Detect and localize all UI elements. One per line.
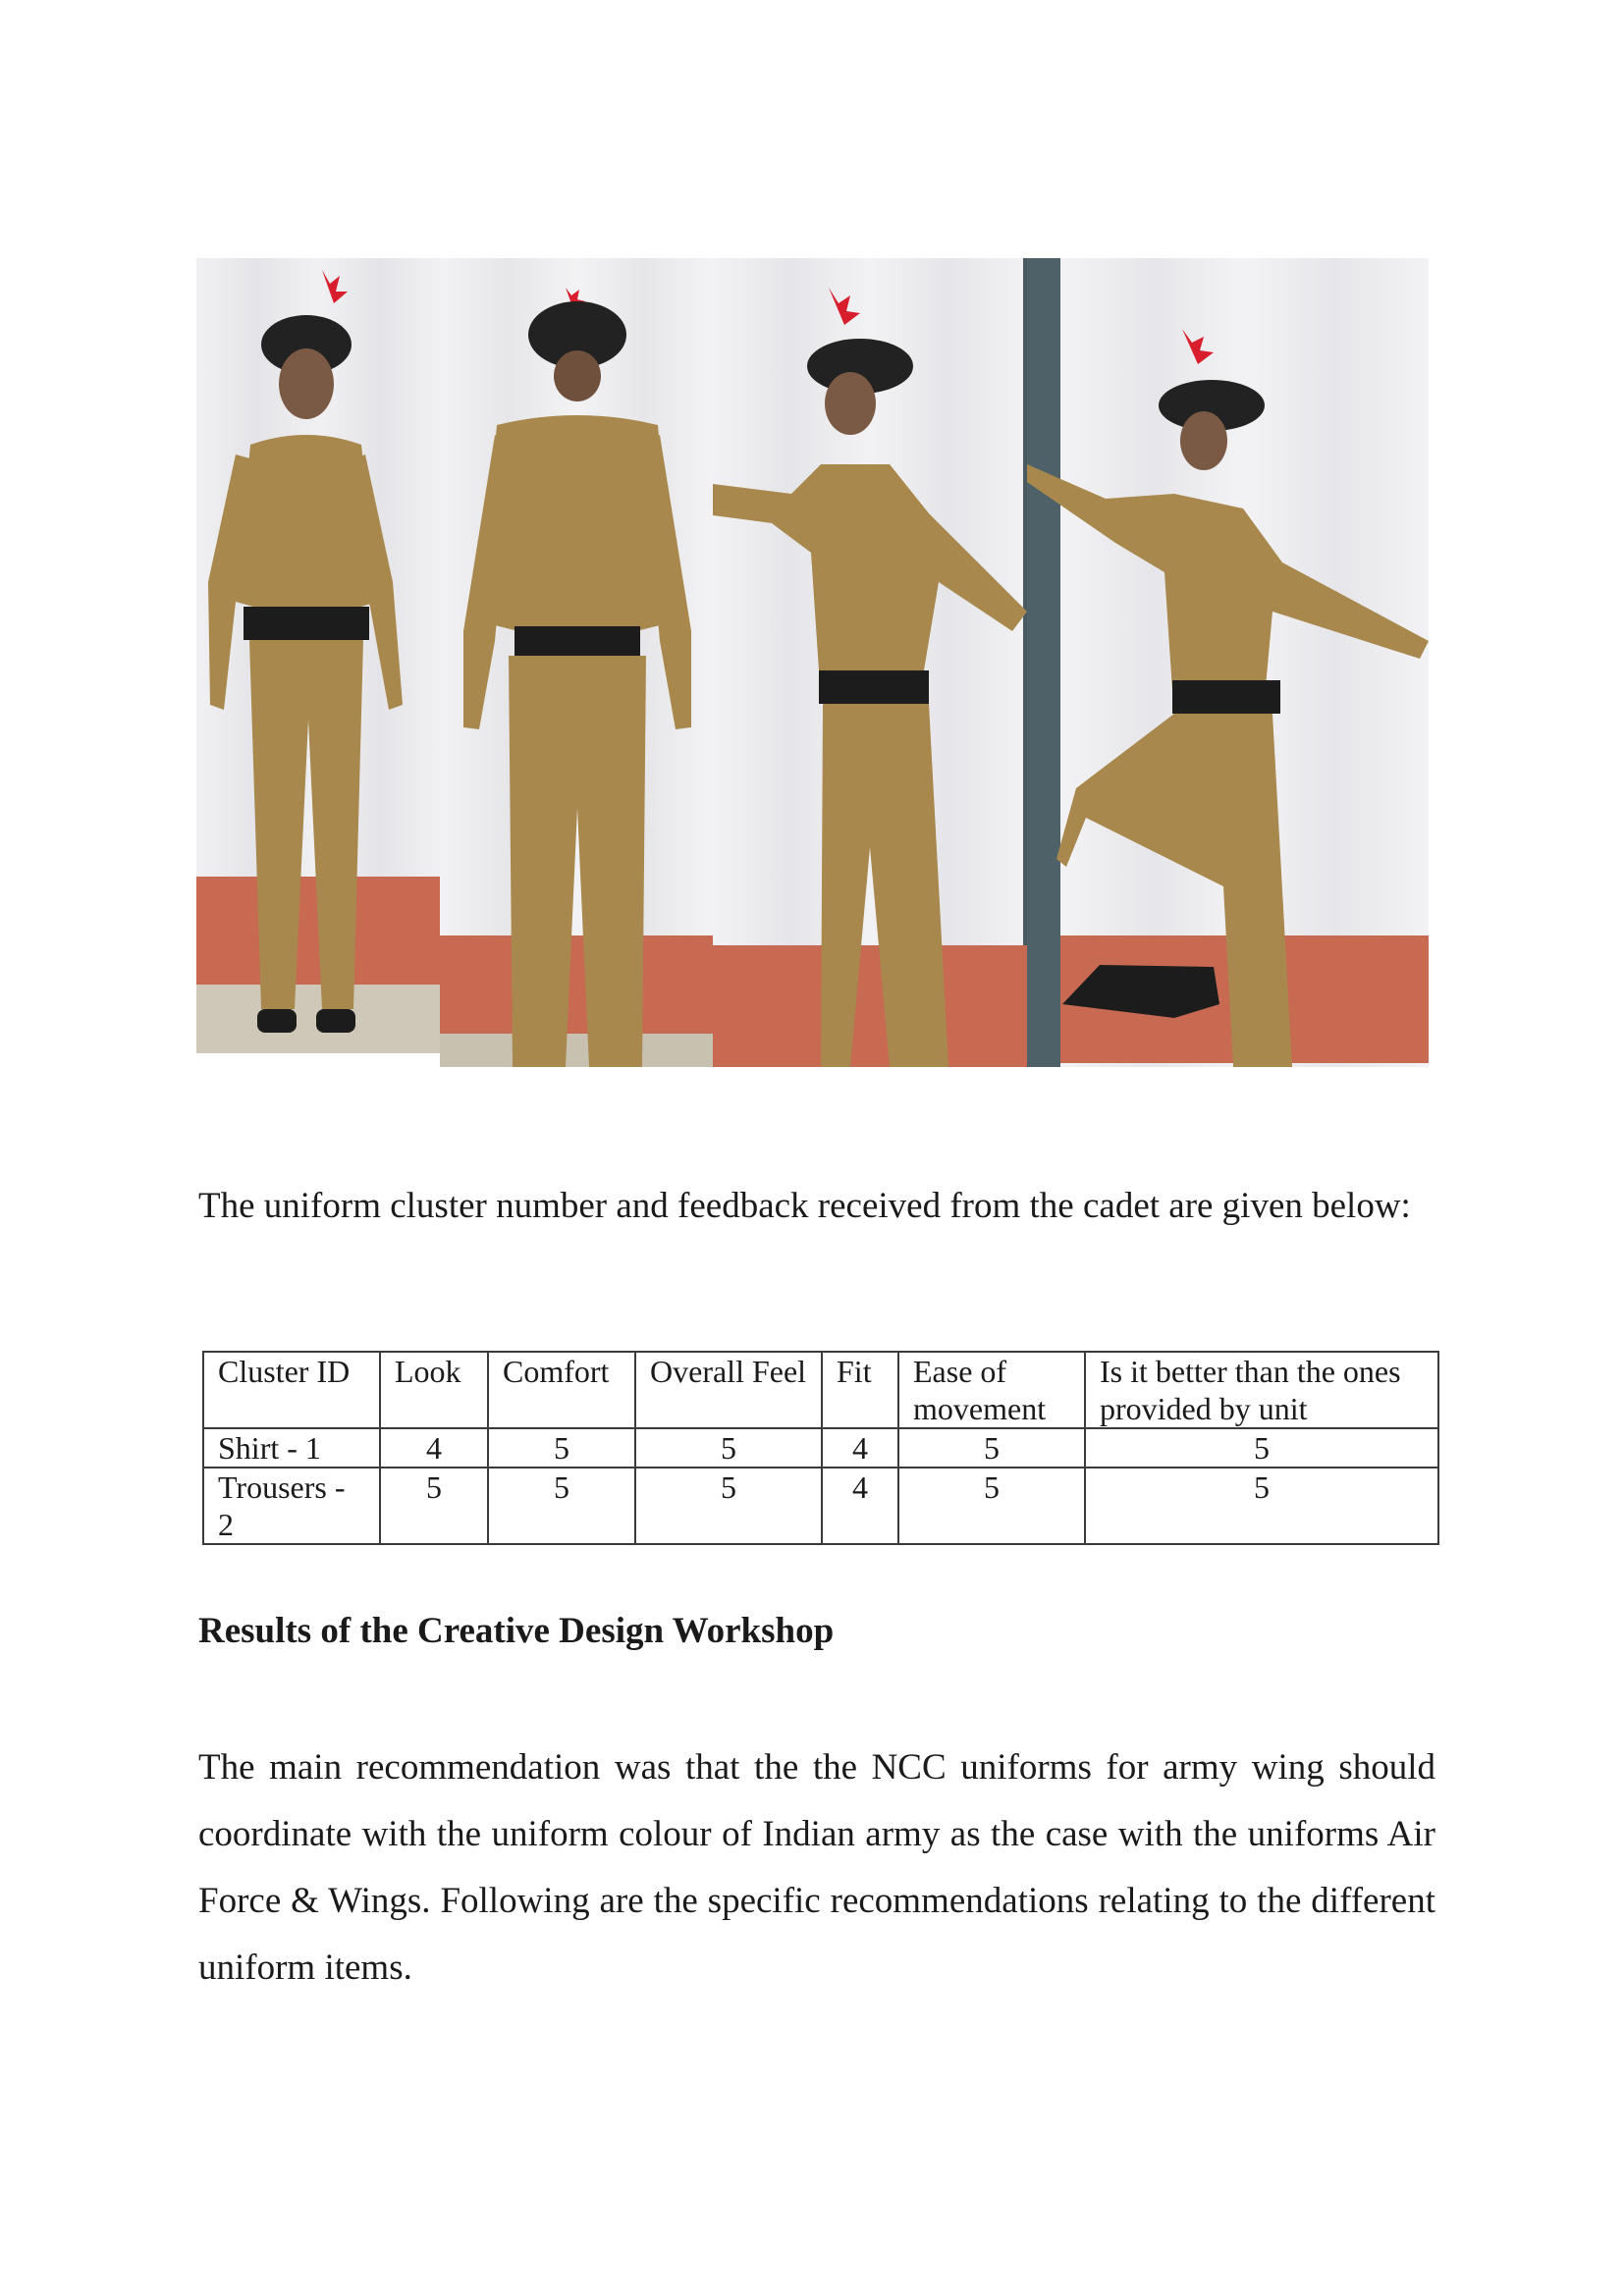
cell-look: 4 — [380, 1428, 488, 1468]
table-row — [203, 1468, 1438, 1544]
cell-better: 5 — [1085, 1428, 1438, 1468]
cell-look: 5 — [380, 1468, 488, 1544]
cell-comfort: 5 — [488, 1428, 635, 1468]
cell-fit: 4 — [822, 1428, 898, 1468]
cell-ease: 5 — [898, 1468, 1085, 1544]
col-header-ease-of-movement: Ease of movement — [898, 1352, 1085, 1428]
table-row — [203, 1428, 1438, 1468]
col-header-comfort: Comfort — [488, 1352, 635, 1428]
table-header-row — [203, 1352, 1438, 1428]
photo-back-view — [440, 258, 713, 1067]
section-heading: Results of the Creative Design Workshop — [198, 1611, 835, 1651]
photo-side-leg-view — [1027, 258, 1429, 1067]
cell-cluster-id: Trousers - 2 — [203, 1468, 380, 1544]
cell-comfort: 5 — [488, 1468, 635, 1544]
cell-ease: 5 — [898, 1428, 1085, 1468]
recommendation-paragraph: The main recommendation was that the the NCC uniforms for army wing should coordinate with the uniform colour of Indian army as the case with the uniforms Air Force & Wings. Following are the specific recommendations relating to the different uniform items. — [198, 1747, 1435, 1988]
cell-overall-feel: 5 — [635, 1428, 822, 1468]
intro-paragraph: The uniform cluster number and feedback received from the cadet are given below: — [198, 1186, 1411, 1226]
feedback-table — [202, 1351, 1439, 1545]
col-header-cluster-id: Cluster ID — [203, 1352, 380, 1428]
photo-side-arm-view — [713, 258, 1027, 1067]
col-header-overall-feel: Overall Feel — [635, 1352, 822, 1428]
cell-cluster-id: Shirt - 1 — [203, 1428, 380, 1468]
cell-better: 5 — [1085, 1468, 1438, 1544]
uniform-photo-strip — [196, 258, 1429, 1067]
col-header-fit: Fit — [822, 1352, 898, 1428]
col-header-better-than-unit: Is it better than the ones provided by unit — [1085, 1352, 1438, 1428]
col-header-look: Look — [380, 1352, 488, 1428]
cell-fit: 4 — [822, 1468, 898, 1544]
cell-overall-feel: 5 — [635, 1468, 822, 1544]
photo-front-view — [196, 258, 440, 1053]
